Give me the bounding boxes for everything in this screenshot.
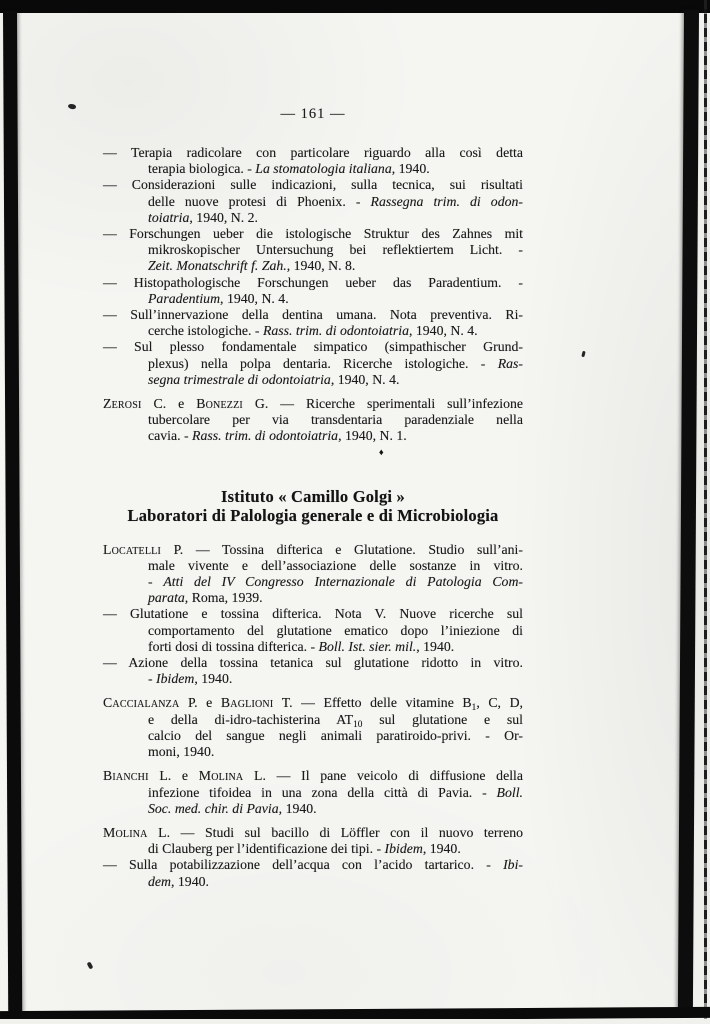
bibliography-entry bbox=[103, 307, 523, 339]
entry-text: Boll. Ist. sier. mil. bbox=[318, 638, 417, 654]
entry-text: G. — Ricerche sperimentali sull’infezione bbox=[242, 396, 523, 412]
entry-line bbox=[103, 145, 523, 161]
entry-line bbox=[103, 857, 523, 873]
entry-text: comportamento del glutatione ematico dopo l’iniezione di bbox=[148, 622, 523, 638]
entry-line bbox=[103, 728, 523, 744]
author-name: Molina bbox=[198, 768, 244, 784]
entry-text: Ras- bbox=[497, 355, 523, 371]
bibliography-entry bbox=[103, 825, 523, 857]
bibliography-entry bbox=[103, 768, 523, 817]
entry-text: — Sull’innervazione della dentina umana. Nota preventiva. Ri- bbox=[103, 307, 523, 323]
entry-line bbox=[103, 590, 523, 606]
entry-text: , 1940. bbox=[194, 671, 233, 687]
bibliography-entry bbox=[103, 857, 523, 889]
bibliography-entry bbox=[103, 542, 523, 607]
entry-text: , 1940, N. 2. bbox=[189, 209, 259, 225]
author-name: Zerosi bbox=[103, 396, 142, 412]
entry-line bbox=[103, 356, 523, 372]
entry-text: Rass. trim. di odontoiatria bbox=[192, 428, 339, 444]
author-name: Baglioni bbox=[220, 695, 274, 711]
entry-text: P. e bbox=[179, 695, 221, 711]
entry-text: L. e bbox=[148, 768, 199, 784]
entry-line bbox=[103, 768, 523, 784]
entry-line bbox=[103, 825, 523, 841]
entry-line bbox=[103, 275, 523, 291]
entry-text: T. — Effetto delle vitamine B bbox=[273, 695, 472, 711]
entry-line bbox=[103, 712, 523, 728]
scan-edge-line-right bbox=[704, 0, 707, 1024]
entry-text: — Histopathologische Forschungen ueber das Paradentium. - bbox=[103, 274, 523, 290]
entry-text: e della di-idro-tachisterina AT bbox=[148, 711, 354, 727]
entry-text: , 1940. bbox=[422, 841, 461, 857]
entry-text: toiatria bbox=[148, 209, 190, 225]
entry-line bbox=[103, 210, 523, 226]
entry-text: - bbox=[148, 671, 157, 687]
institute-heading-line1: Istituto « Camillo Golgi » bbox=[221, 486, 405, 506]
entry-text: Atti del IV Congresso Internazionale di Patologia Com- bbox=[163, 574, 524, 590]
bibliography-entry bbox=[103, 695, 523, 760]
entry-text: cavia. - bbox=[148, 428, 193, 444]
entry-line bbox=[103, 372, 523, 388]
scan-border-top bbox=[0, 0, 710, 13]
ink-speck bbox=[581, 351, 585, 358]
entry-text: 10 bbox=[353, 719, 363, 730]
bibliography-section-1 bbox=[103, 145, 523, 445]
entry-text: dem bbox=[148, 873, 171, 889]
entry-line bbox=[103, 161, 523, 177]
entry-line bbox=[103, 226, 523, 242]
entry-line bbox=[103, 785, 523, 801]
entry-line bbox=[103, 606, 523, 622]
entry-line bbox=[103, 874, 523, 890]
institute-heading-line2: Laboratori di Palologia generale e di Microbiologia bbox=[127, 505, 499, 525]
entry-text: , 1940, N. 1. bbox=[338, 428, 407, 444]
entry-text: L. — Studi sul bacillo di Löffler con il nuovo terreno bbox=[147, 824, 523, 840]
entry-text: — Sulla potabilizzazione dell’acqua con l’acido tartarico. - bbox=[103, 857, 504, 873]
entry-text: parata bbox=[148, 590, 185, 606]
entry-text: moni, 1940. bbox=[148, 744, 215, 760]
entry-text: , 1940, N. 4. bbox=[220, 290, 289, 306]
author-name: Bonezzi bbox=[196, 396, 243, 412]
entry-text: cerche istologiche. - bbox=[148, 323, 263, 339]
author-name: Bianchi bbox=[103, 768, 149, 784]
entry-text: , 1940, N. 4. bbox=[408, 323, 478, 339]
entry-text: La stomatologia italiana bbox=[255, 161, 392, 177]
entry-line bbox=[103, 639, 523, 655]
author-name: Locatelli bbox=[103, 541, 161, 557]
entry-line bbox=[103, 412, 523, 428]
scan-border-left bbox=[3, 11, 22, 1019]
entry-text: plexus) nella polpa dentaria. Ricerche istologiche. - bbox=[148, 355, 498, 371]
entry-text: infezione tifoidea in una zona della città di Pavia. - bbox=[148, 784, 497, 800]
entry-text: P. — Tossina difterica e Glutatione. Studio sull’ani- bbox=[161, 541, 523, 557]
entry-text: , C, D, bbox=[476, 695, 523, 711]
entry-line bbox=[103, 258, 523, 274]
entry-text: sul glutatione e sul bbox=[362, 711, 523, 727]
entry-text: di Clauberg per l’identificazione dei tipi. - bbox=[148, 841, 385, 857]
entry-text: , 1940, N. 4. bbox=[330, 371, 400, 387]
bibliography-section-2 bbox=[103, 542, 523, 890]
scan-margin-below bbox=[0, 1019, 710, 1024]
entry-text: Rassegna trim. di odon- bbox=[370, 193, 523, 209]
entry-line bbox=[103, 695, 523, 714]
entry-text: — Forschungen ueber die istologische Struktur des Zahnes mit bbox=[103, 226, 523, 242]
entry-line bbox=[103, 242, 523, 258]
entry-text: terapia biologica. - bbox=[148, 161, 256, 177]
institute-heading bbox=[103, 487, 523, 525]
entry-text: - bbox=[148, 574, 164, 590]
entry-text: mikroskopischer Untersuchung bei reflektiertem Licht. - bbox=[148, 242, 523, 258]
bibliography-entry bbox=[103, 339, 523, 388]
entry-text: — Terapia radicolare con particolare riguardo alla così detta bbox=[103, 145, 523, 160]
entry-text: C. e bbox=[141, 396, 197, 412]
entry-text: , 1940. bbox=[171, 873, 209, 889]
entry-text: , 1940. bbox=[391, 161, 430, 177]
entry-text: male vivente e dell’associazione delle sostanze in vitro. bbox=[148, 557, 523, 573]
entry-text: 1 bbox=[471, 703, 477, 714]
author-name: Caccialanza bbox=[103, 695, 180, 711]
entry-text: , 1940. bbox=[278, 800, 317, 816]
entry-line bbox=[103, 291, 523, 307]
author-name: Molina bbox=[103, 824, 148, 840]
entry-line bbox=[103, 428, 523, 444]
entry-line bbox=[103, 339, 523, 355]
entry-text: , Roma, 1939. bbox=[184, 590, 263, 606]
bibliography-entry bbox=[103, 396, 523, 445]
entry-text: , 1940. bbox=[416, 638, 455, 654]
ink-speck bbox=[87, 961, 94, 969]
bibliography-entry bbox=[103, 655, 523, 687]
entry-text: Boll. bbox=[496, 784, 523, 800]
entry-text: , 1940, N. 8. bbox=[286, 258, 356, 274]
entry-text: — Azione della tossina tetanica sul glutatione ridotto in vitro. bbox=[103, 655, 523, 671]
entry-line bbox=[103, 558, 523, 574]
entry-text: Ibidem bbox=[384, 841, 423, 857]
bibliography-entry bbox=[103, 145, 523, 177]
entry-text: — Glutatione e tossina difterica. Nota V. Nuove ricerche sul bbox=[103, 606, 523, 622]
entry-line bbox=[103, 307, 523, 323]
entry-text: segna trimestrale di odontoiatria bbox=[148, 371, 331, 387]
bibliography-entry bbox=[103, 226, 523, 275]
entry-line bbox=[103, 396, 523, 412]
scan-border-right bbox=[678, 10, 699, 1012]
entry-line bbox=[103, 542, 523, 558]
entry-text: delle nuove protesi di Phoenix. - bbox=[148, 193, 371, 209]
entry-line bbox=[103, 744, 523, 760]
entry-text: L. — Il pane veicolo di diffusione della bbox=[243, 768, 523, 784]
entry-text: calcio del sangue negli animali paratiroido-privi. - Or- bbox=[148, 727, 523, 743]
entry-line bbox=[103, 671, 523, 687]
entry-line bbox=[103, 194, 523, 210]
entry-text: tubercolare per via transdentaria paradenziale nella bbox=[148, 412, 523, 428]
bibliography-entry bbox=[103, 275, 523, 307]
entry-text: — Sul plesso fondamentale simpatico (simpathischer Grund- bbox=[103, 339, 523, 355]
section-divider-ornament: ♦ bbox=[379, 446, 384, 457]
page-number: — 161 — bbox=[280, 106, 346, 122]
entry-line bbox=[103, 323, 523, 339]
entry-text: Soc. med. chir. di Pavia bbox=[148, 800, 279, 816]
entry-text: Paradentium bbox=[148, 290, 221, 306]
entry-line bbox=[103, 574, 523, 590]
entry-text: Rass. trim. di odontoiatria bbox=[262, 323, 409, 339]
entry-line bbox=[103, 801, 523, 817]
entry-text: — Considerazioni sulle indicazioni, sulla tecnica, sui risultati bbox=[103, 177, 523, 193]
ink-speck bbox=[67, 103, 76, 110]
entry-line bbox=[103, 655, 523, 671]
entry-line bbox=[103, 177, 523, 193]
entry-line bbox=[103, 841, 523, 857]
entry-line bbox=[103, 623, 523, 639]
entry-text: Ibidem bbox=[156, 671, 195, 687]
text-block bbox=[103, 145, 523, 890]
entry-text: Ibi- bbox=[503, 857, 523, 873]
entry-text: Zeit. Monatschrift f. Zah. bbox=[148, 258, 287, 274]
bibliography-entry bbox=[103, 606, 523, 655]
entry-text: forti dosi di tossina difterica. - bbox=[148, 638, 319, 654]
bibliography-entry bbox=[103, 177, 523, 226]
